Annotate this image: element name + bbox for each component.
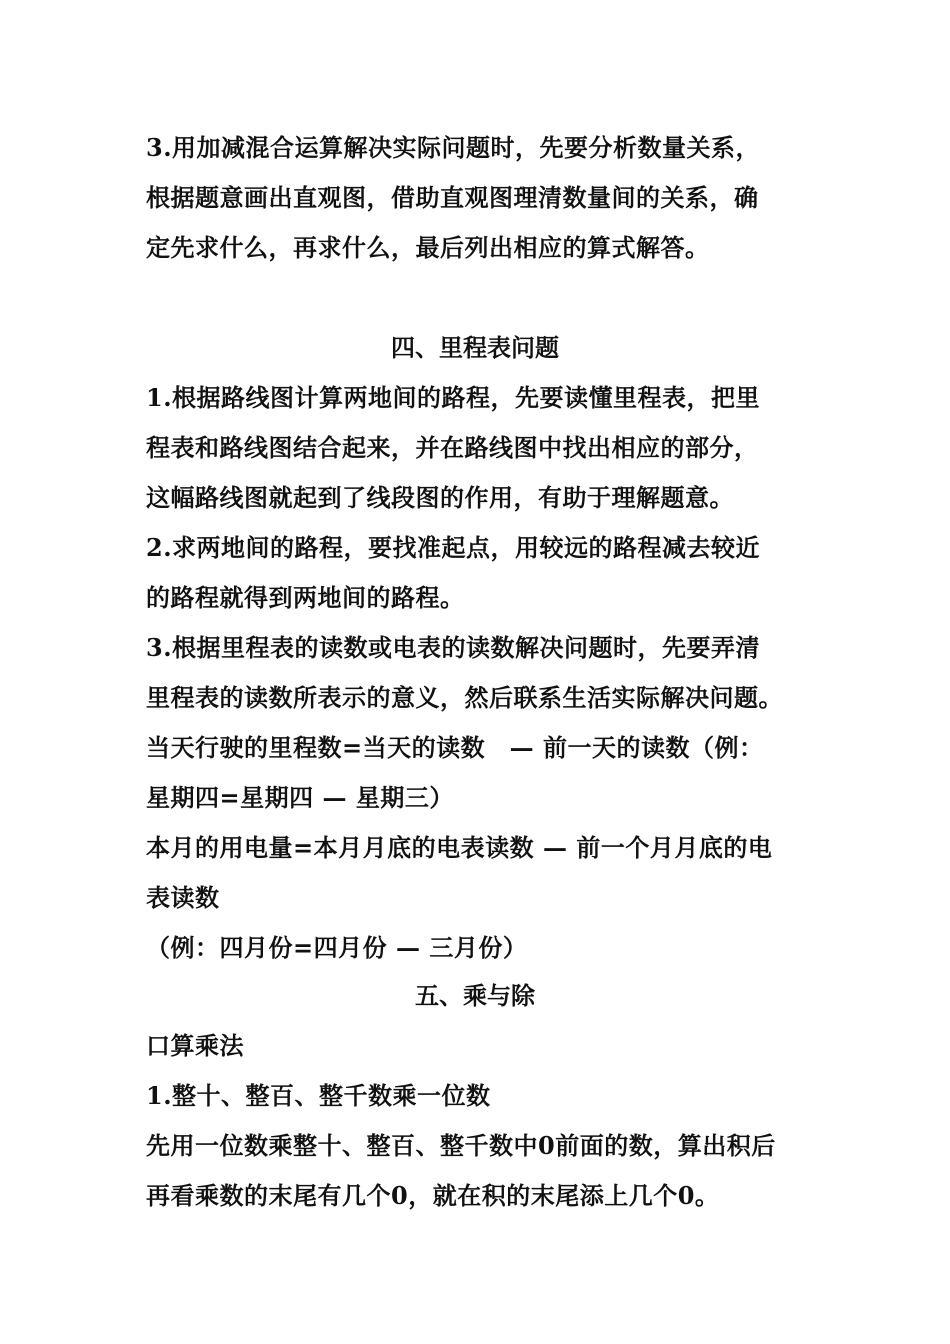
formula-line: 星期四=星期四 — 星期三） bbox=[146, 783, 454, 812]
text-line: 根据题意画出直观图，借助直观图理清数量间的关系，确 bbox=[146, 183, 759, 212]
text-line: 的路程就得到两地间的路程。 bbox=[146, 583, 465, 612]
section-heading-multiply-divide: 五、乘与除 bbox=[415, 981, 535, 1010]
text-line: 里程表的读数所表示的意义，然后联系生活实际解决问题。 bbox=[146, 683, 783, 712]
formula-line: 本月的用电量=本月月底的电表读数 — 前一个月月底的电 bbox=[146, 833, 773, 862]
text-line: 2.求两地间的路程，要找准起点，用较远的路程减去较近 bbox=[146, 533, 761, 562]
text-line: 3.根据里程表的读数或电表的读数解决问题时，先要弄清 bbox=[146, 633, 761, 662]
formula-line: （例：四月份=四月份 — 三月份） bbox=[146, 933, 528, 962]
text-line: 程表和路线图结合起来，并在路线图中找出相应的部分， bbox=[146, 433, 759, 462]
text-line: 这幅路线图就起到了线段图的作用，有助于理解题意。 bbox=[146, 483, 734, 512]
subheading-line: 口算乘法 bbox=[146, 1031, 244, 1060]
text-line: 定先求什么，再求什么，最后列出相应的算式解答。 bbox=[146, 233, 710, 262]
formula-line: 表读数 bbox=[146, 883, 220, 912]
text-line: 先用一位数乘整十、整百、整千数中0前面的数，算出积后 bbox=[146, 1131, 776, 1160]
formula-line: 当天行驶的里程数=当天的读数 — 前一天的读数（例： bbox=[146, 733, 764, 762]
section-heading-mileage: 四、里程表问题 bbox=[391, 333, 559, 362]
text-line: 再看乘数的末尾有几个0，就在积的末尾添上几个0。 bbox=[146, 1181, 720, 1210]
text-line: 1.根据路线图计算两地间的路程，先要读懂里程表，把里 bbox=[146, 383, 761, 412]
text-line: 3.用加减混合运算解决实际问题时，先要分析数量关系， bbox=[146, 133, 761, 162]
text-line: 1.整十、整百、整千数乘一位数 bbox=[146, 1081, 491, 1110]
